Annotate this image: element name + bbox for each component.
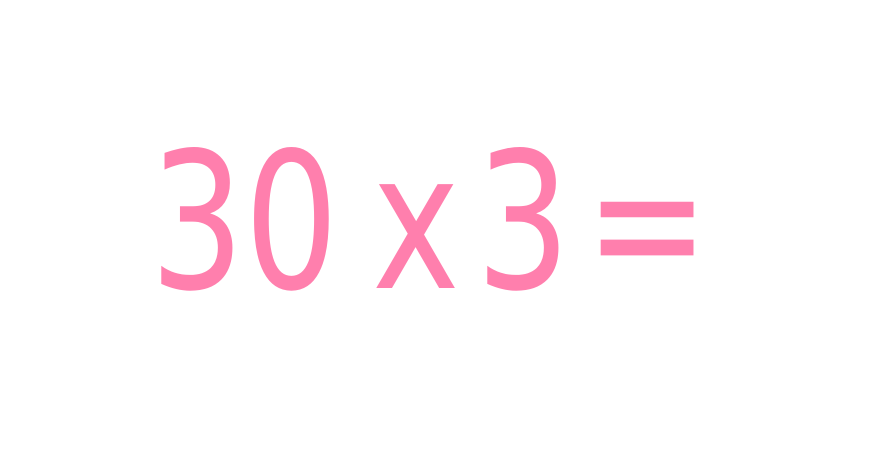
multiply-operator: x	[371, 112, 460, 333]
operand-1: 30	[150, 112, 339, 333]
math-equation	[150, 112, 744, 333]
equals-sign: =	[585, 112, 710, 333]
operand-2: 3	[476, 112, 571, 333]
